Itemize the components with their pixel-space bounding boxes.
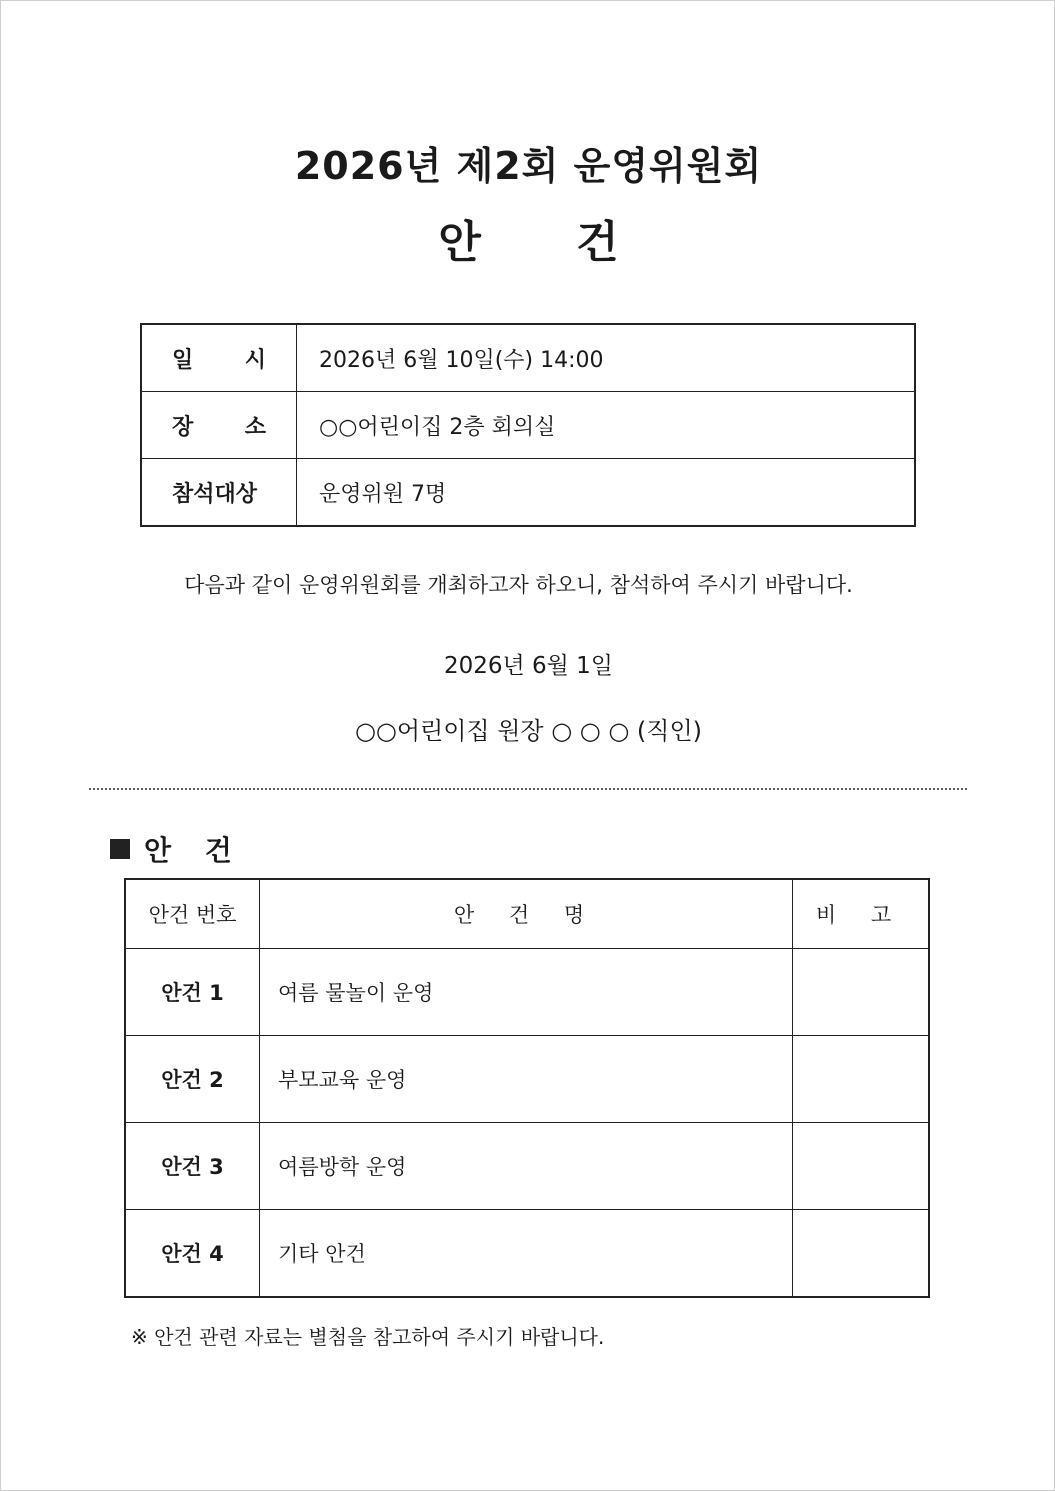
section-heading-label: 안 건 [144,834,244,867]
meeting-info-table [140,323,916,527]
agenda-number: 안건 4 [125,1210,260,1298]
info-value: 2026년 6월 10일(수) 14:00 [297,324,916,392]
notice-text: 다음과 같이 운영위원회를 개최하고자 하오니, 참석하여 주시기 바랍니다. [184,573,853,597]
square-bullet-icon [110,839,130,859]
dotted-divider [89,788,967,790]
agenda-remarks [793,1210,930,1298]
agenda-name: 여름방학 운영 [260,1123,793,1210]
info-label: 참석대상 [141,459,297,527]
table-row [125,1123,929,1210]
agenda-number: 안건 1 [125,949,260,1036]
agenda-remarks [793,1123,930,1210]
agenda-table [124,878,930,1298]
agenda-number: 안건 2 [125,1036,260,1123]
info-row-datetime [141,324,915,392]
table-row [125,949,929,1036]
agenda-header-row [125,879,929,949]
info-label: 장 소 [141,392,297,459]
info-value: ○○어린이집 2층 회의실 [297,392,916,459]
info-value: 운영위원 7명 [297,459,916,527]
document-title: 2026년 제2회 운영위원회 [294,144,763,188]
info-row-place [141,392,915,459]
info-row-attendees [141,459,915,527]
agenda-name: 부모교육 운영 [260,1036,793,1123]
agenda-remarks [793,1036,930,1123]
agenda-number: 안건 3 [125,1123,260,1210]
signature-line: ○○어린이집 원장 ○ ○ ○ (직인) [354,717,703,745]
header-agenda-name: 안 건 명 [260,879,793,949]
document-subtitle: 안 건 [438,217,659,268]
table-row [125,1036,929,1123]
header-agenda-number: 안건 번호 [125,879,260,949]
table-row [125,1210,929,1298]
section-heading [110,829,244,869]
issue-date: 2026년 6월 1일 [443,653,614,679]
agenda-name: 기타 안건 [260,1210,793,1298]
info-label: 일 시 [141,324,297,392]
agenda-name: 여름 물놀이 운영 [260,949,793,1036]
agenda-remarks [793,949,930,1036]
header-remarks: 비 고 [793,879,930,949]
footnote: ※ 안건 관련 자료는 별첨을 참고하여 주시기 바랍니다. [131,1325,605,1349]
